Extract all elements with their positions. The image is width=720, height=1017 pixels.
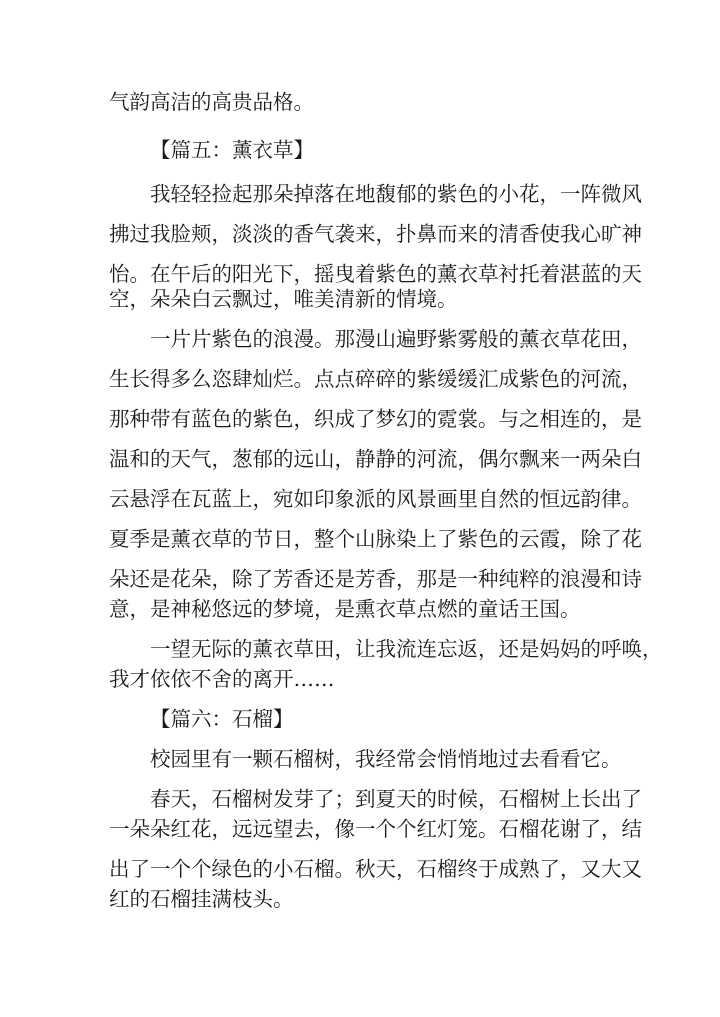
text-line: 夏季是薰衣草的节日，整个山脉染上了紫色的云霞，除了花 bbox=[109, 527, 642, 551]
text-line: 怡。在午后的阳光下，摇曳着紫色的薰衣草衬托着湛蓝的天 bbox=[109, 262, 642, 286]
section-heading-pomegranate: 【篇六：石榴】 bbox=[150, 707, 294, 731]
text-line: 拂过我脸颊，淡淡的香气袭来，扑鼻而来的清香使我心旷神 bbox=[109, 222, 642, 246]
text-line: 出了一个个绿色的小石榴。秋天，石榴终于成熟了，又大又 bbox=[109, 857, 642, 881]
text-line: 气韵高洁的高贵品格。 bbox=[109, 90, 314, 114]
section-heading-lavender: 【篇五：薰衣草】 bbox=[150, 138, 314, 162]
text-line: 一望无际的薰衣草田，让我流连忘返，还是妈妈的呼唤， bbox=[150, 637, 663, 661]
text-line: 一片片紫色的浪漫。那漫山遍野紫雾般的薰衣草花田， bbox=[150, 327, 642, 351]
text-line: 那种带有蓝色的紫色，织成了梦幻的霓裳。与之相连的，是 bbox=[109, 407, 642, 431]
text-line: 校园里有一颗石榴树，我经常会悄悄地过去看看它。 bbox=[150, 747, 622, 771]
text-line: 朵还是花朵，除了芳香还是芳香，那是一种纯粹的浪漫和诗 bbox=[109, 567, 642, 591]
text-line: 云悬浮在瓦蓝上，宛如印象派的风景画里自然的恒远韵律。 bbox=[109, 487, 642, 511]
text-line: 生长得多么恣肆灿烂。点点碎碎的紫缓缓汇成紫色的河流， bbox=[109, 367, 642, 391]
text-line: 我才依依不舍的离开…… bbox=[109, 667, 335, 691]
text-line: 我轻轻捡起那朵掉落在地馥郁的紫色的小花，一阵微风 bbox=[150, 182, 642, 206]
text-line: 一朵朵红花，远远望去，像一个个红灯笼。石榴花谢了，结 bbox=[109, 817, 642, 841]
text-line: 春天，石榴树发芽了；到夏天的时候，石榴树上长出了 bbox=[150, 787, 642, 811]
text-line: 意，是神秘悠远的梦境，是熏衣草点燃的童话王国。 bbox=[109, 597, 581, 621]
text-line: 空，朵朵白云飘过，唯美清新的情境。 bbox=[109, 287, 458, 311]
text-line: 红的石榴挂满枝头。 bbox=[109, 887, 294, 911]
text-line: 温和的天气，葱郁的远山，静静的河流，偶尔飘来一两朵白 bbox=[109, 447, 642, 471]
